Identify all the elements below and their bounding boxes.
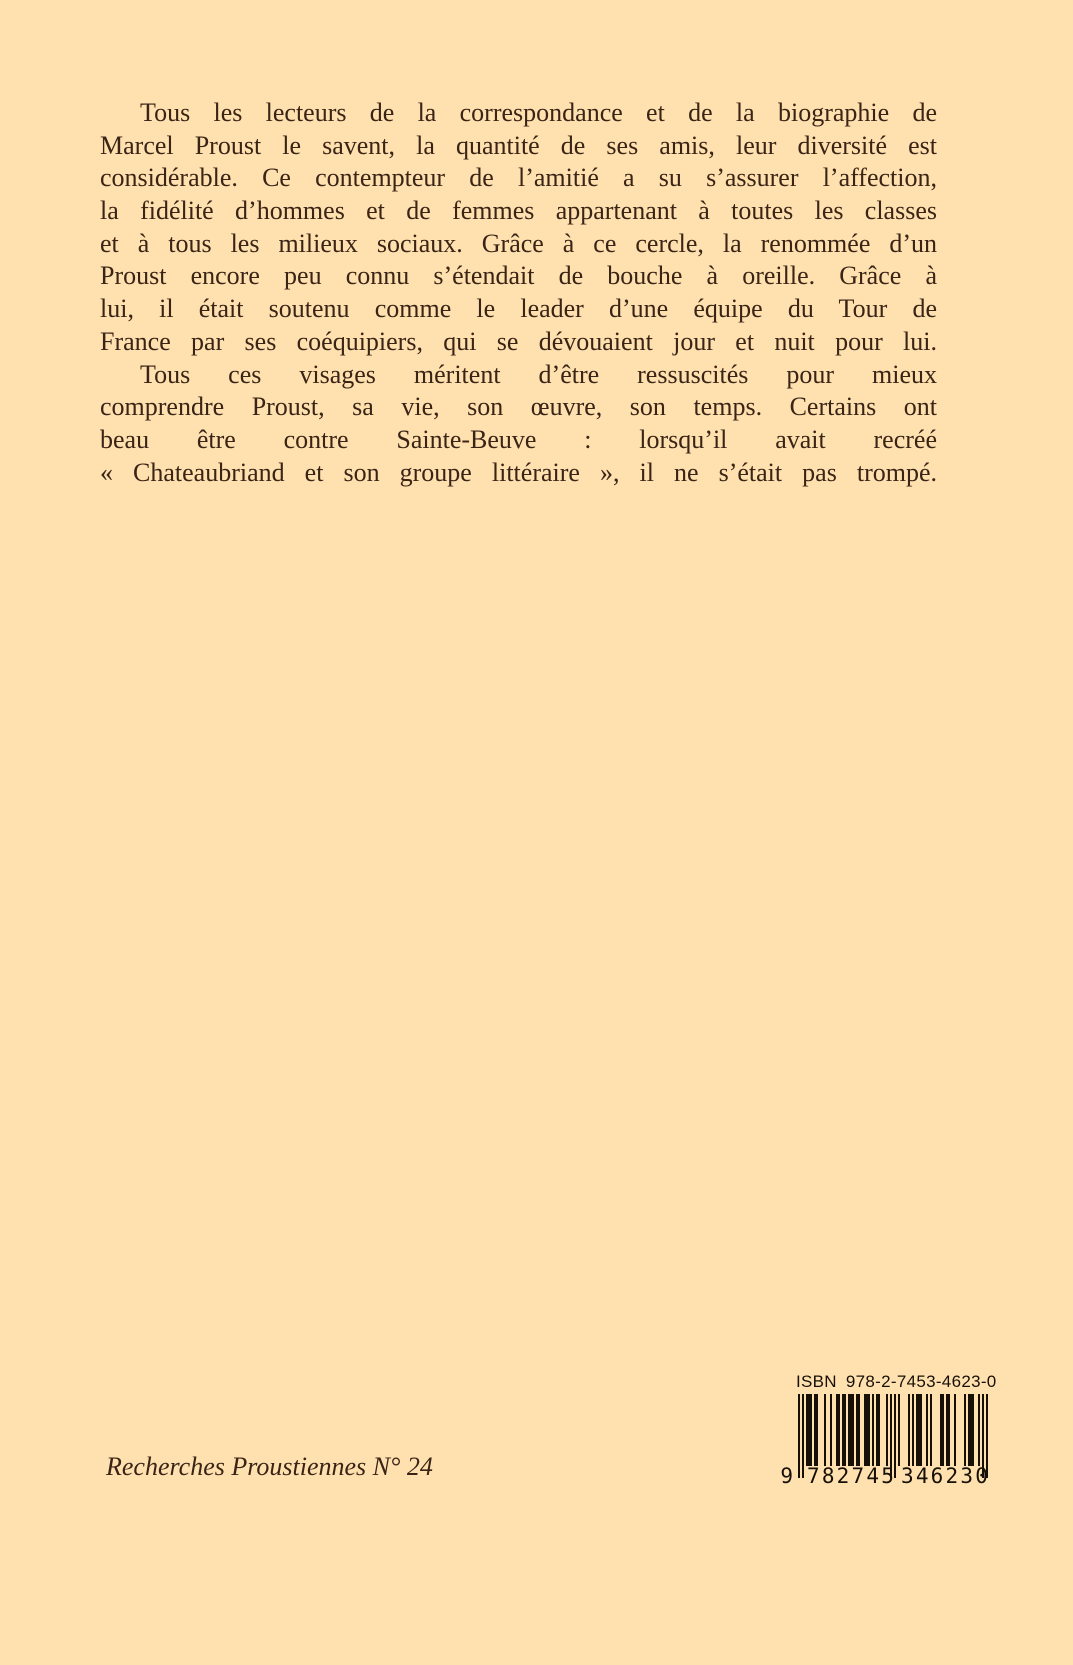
barcode-digit-group1: 782745: [807, 1464, 897, 1488]
text-line: Proust encore peu connu s’étendait de bouche à oreille. Grâce à: [100, 261, 937, 291]
isbn-barcode-block: [769, 1372, 997, 1494]
barcode-digit-group2: 346230: [901, 1464, 991, 1488]
text-line: Tous les lecteurs de la correspondance et de la biographie de: [140, 98, 937, 127]
series-title: Recherches Proustiennes N° 24: [106, 1452, 433, 1481]
text-line: « Chateaubriand et son groupe littéraire », il ne s’était pas trompé.: [100, 457, 937, 487]
text-line: Tous ces visages méritent d’être ressuscités pour mieux: [140, 359, 937, 389]
text-line: France par ses coéquipiers, qui se dévouaient jour et nuit pour lui.: [100, 326, 937, 356]
text-line: beau être contre Sainte-Beuve : lorsqu’il avait recréé: [100, 424, 937, 454]
isbn-number: 978-2-7453-4623-0: [845, 1372, 997, 1391]
text-line: et à tous les milieux sociaux. Grâce à ce cercle, la renommée d’un: [100, 228, 937, 258]
text-line: comprendre Proust, sa vie, son œuvre, son temps. Certains ont: [100, 392, 937, 422]
blurb-text: [100, 97, 937, 489]
isbn-label: ISBN: [796, 1372, 837, 1391]
text-line: Marcel Proust le savent, la quantité de ses amis, leur diversité est: [100, 130, 937, 160]
text-line: la fidélité d’hommes et de femmes appartenant à toutes les classes: [100, 196, 937, 226]
text-line: considérable. Ce contempteur de l’amitié a su s’assurer l’affection,: [100, 163, 937, 193]
text-line: lui, il était soutenu comme le leader d’une équipe du Tour de: [100, 294, 937, 324]
barcode-digit-first: 9: [780, 1464, 793, 1488]
isbn-text: [796, 1372, 997, 1392]
